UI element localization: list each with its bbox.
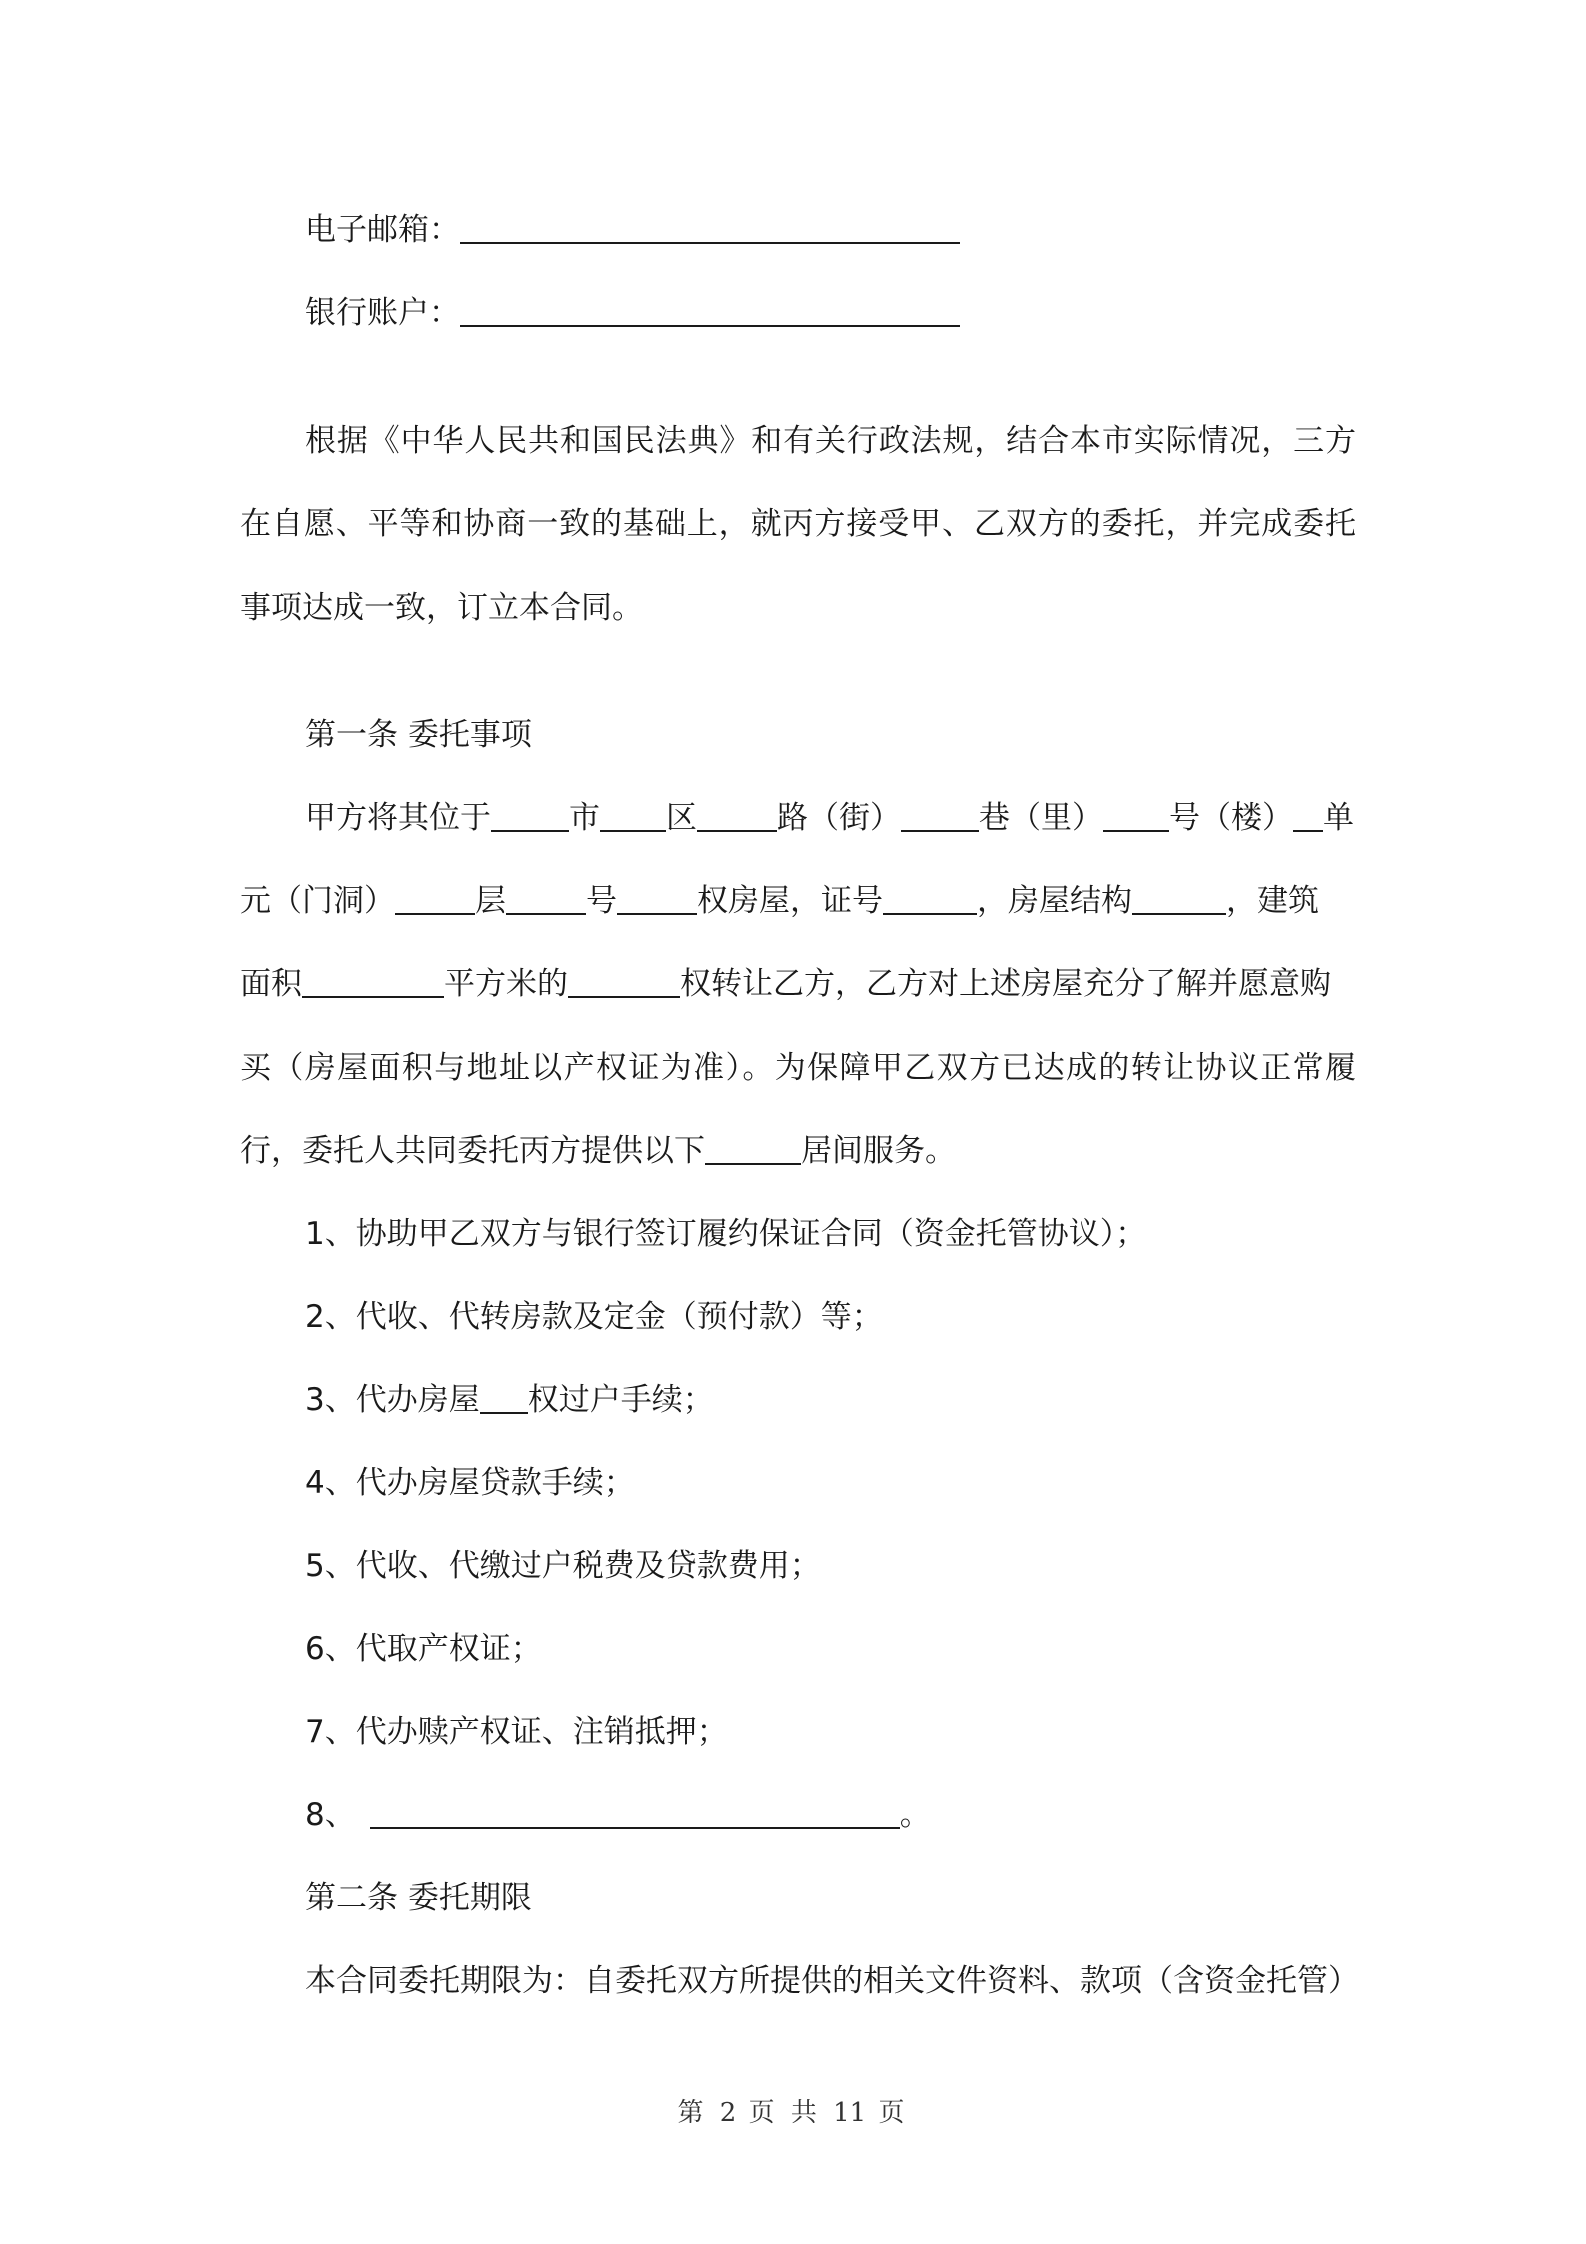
text-segment: ，房屋结构 (977, 883, 1132, 919)
text-segment: 权过户手续； (527, 1382, 714, 1418)
text-segment: 号（楼） (1169, 800, 1293, 836)
intro-line-1: 根据《中华人民共和国民法典》和有关行政法规，结合本市实际情况，三方 (305, 423, 1356, 459)
bank-label: 银行账户： (305, 295, 460, 331)
text-segment: 层 (475, 883, 506, 919)
footer-prefix: 第 (677, 2098, 708, 2128)
text-segment: 。 (899, 1797, 931, 1833)
list-item-5: 5、代收、代缴过户税费及贷款费用； (305, 1548, 821, 1584)
road-blank (697, 798, 777, 832)
text-segment: 面积 (240, 966, 302, 1002)
article1-line-1 (305, 796, 1356, 840)
text-segment: 8、 (305, 1797, 356, 1833)
intro-line-2: 在自愿、平等和协商一致的基础上，就丙方接受甲、乙双方的委托，并完成委托 (240, 506, 1356, 542)
bank-line (305, 291, 1356, 335)
list-item-7: 7、代办赎产权证、注销抵押； (305, 1714, 728, 1750)
city-blank (491, 798, 569, 832)
number-blank (1103, 798, 1169, 832)
text-segment: 号 (586, 883, 617, 919)
list-item-1: 1、协助甲乙双方与银行签订履约保证合同（资金托管协议）； (305, 1216, 1147, 1252)
bank-blank (460, 293, 960, 327)
room-blank (506, 881, 586, 915)
certificate-blank (883, 881, 977, 915)
list-item-3 (305, 1378, 1356, 1422)
article1-line-5 (240, 1129, 1356, 1173)
email-label: 电子邮箱： (305, 212, 460, 248)
list-item-6: 6、代取产权证； (305, 1631, 542, 1667)
footer-suffix: 页 (878, 2098, 909, 2128)
text-segment: 平方米的 (444, 966, 568, 1002)
area-blank (302, 964, 444, 998)
other-item-blank (370, 1795, 900, 1829)
intro-line-3: 事项达成一致，订立本合同。 (240, 590, 643, 626)
page-number-footer (0, 2092, 1586, 2129)
email-blank (460, 210, 960, 244)
text-segment: 3、代办房屋 (305, 1382, 480, 1418)
structure-blank (1132, 881, 1226, 915)
text-segment: 权转让乙方，乙方对上述房屋充分了解并愿意购 (680, 966, 1331, 1002)
total-page-number: 11 (833, 2098, 867, 2128)
lane-blank (901, 798, 979, 832)
email-line (305, 208, 1356, 252)
text-segment: 甲方将其位于 (305, 800, 491, 836)
article2-heading: 第二条 委托期限 (305, 1880, 532, 1916)
article1-line-3 (240, 962, 1356, 1006)
text-segment: 区 (666, 800, 697, 836)
list-item-4: 4、代办房屋贷款手续； (305, 1465, 635, 1501)
text-segment: 元（门洞） (240, 883, 395, 919)
text-segment: 单 (1323, 800, 1354, 836)
unit-blank (1293, 798, 1323, 832)
text-segment: 行，委托人共同委托丙方提供以下 (240, 1133, 705, 1169)
text-segment: ，建筑 (1226, 883, 1319, 919)
current-page-number: 2 (719, 2098, 737, 2128)
floor-blank (395, 881, 475, 915)
service-blank (705, 1131, 801, 1165)
list-item-8 (305, 1793, 1356, 1837)
text-segment: 巷（里） (979, 800, 1103, 836)
district-blank (600, 798, 666, 832)
text-segment: 市 (569, 800, 600, 836)
article2-line-1: 本合同委托期限为：自委托双方所提供的相关文件资料、款项（含资金托管） (305, 1963, 1359, 1999)
article1-line-2 (240, 879, 1356, 923)
text-segment: 居间服务。 (801, 1133, 956, 1169)
article1-heading: 第一条 委托事项 (305, 717, 532, 753)
footer-middle: 页 共 (748, 2098, 821, 2128)
list-item-2: 2、代收、代转房款及定金（预付款）等； (305, 1299, 883, 1335)
text-segment: 权房屋，证号 (697, 883, 883, 919)
article1-line-4: 买（房屋面积与地址以产权证为准）。为保障甲乙双方已达成的转让协议正常履 (240, 1050, 1356, 1086)
text-segment: 路（街） (777, 800, 901, 836)
transfer-right-blank (480, 1380, 528, 1414)
right-type-blank (568, 964, 680, 998)
ownership-type-blank (617, 881, 697, 915)
